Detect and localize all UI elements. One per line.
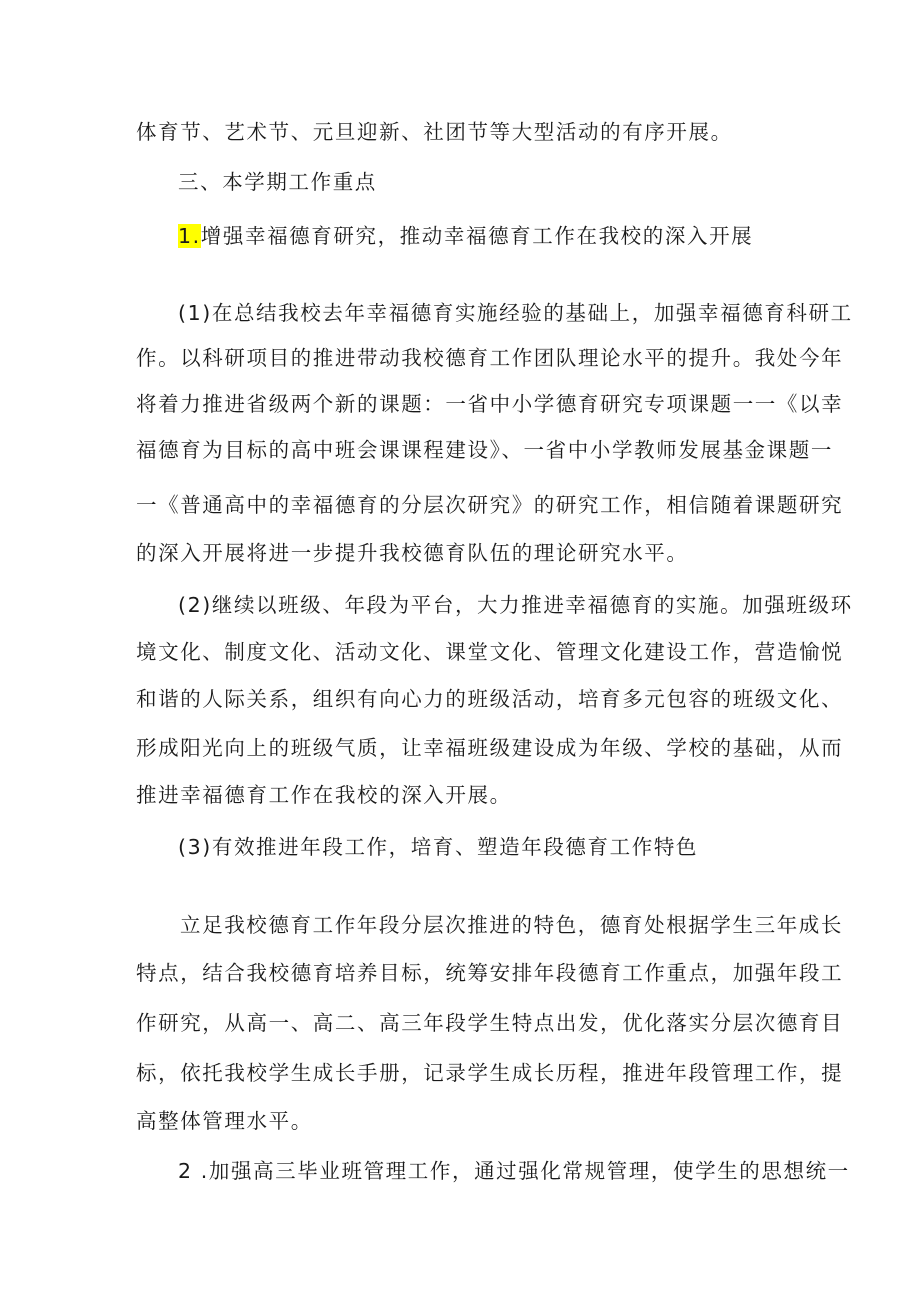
subsection-heading — [178, 221, 753, 251]
paragraph-line: 境文化、制度文化、活动文化、课堂文化、管理文化建设工作，营造愉悦 — [136, 640, 844, 664]
paragraph-line: 推进幸福德育工作在我校的深入开展。 — [136, 783, 512, 807]
paragraph-line: 标，依托我校学生成长手册，记录学生成长历程，推进年段管理工作，提 — [136, 1061, 844, 1085]
paragraph-line: (1)在总结我校去年幸福德育实施经验的基础上，加强幸福德育科研工 — [178, 301, 853, 325]
paragraph-line: 福德育为目标的高中班会课课程建设》、一省中小学教师发展基金课题一 — [136, 438, 833, 462]
paragraph-line: 形成阳光向上的班级气质，让幸福班级建设成为年级、学校的基础，从而 — [136, 736, 844, 760]
paragraph-line: 的深入开展将进一步提升我校德育队伍的理论研究水平。 — [136, 541, 689, 565]
paragraph-line: 将着力推进省级两个新的课题：一省中小学德育研究专项课题一一《以幸 — [136, 392, 844, 416]
paragraph-line: 作研究，从高一、高二、高三年段学生特点出发，优化落实分层次德育目 — [136, 1011, 844, 1035]
paragraph-line: 体育节、艺术节、元旦迎新、社团节等大型活动的有序开展。 — [136, 120, 733, 144]
paragraph-line: 和谐的人际关系，组织有向心力的班级活动，培育多元包容的班级文化、 — [136, 687, 844, 711]
paragraph-line: 作。以科研项目的推进带动我校德育工作团队理论水平的提升。我处今年 — [136, 346, 844, 370]
subsection-heading-text: 增强幸福德育研究，推动幸福德育工作在我校的深入开展 — [200, 224, 754, 248]
paragraph-line: (2)继续以班级、年段为平台，大力推进幸福德育的实施。加强班级环 — [178, 593, 853, 617]
paragraph-line: 2 .加强高三毕业班管理工作，通过强化常规管理，使学生的思想统一 — [178, 1159, 850, 1183]
section-heading: 三、本学期工作重点 — [178, 170, 377, 194]
subsection-line: (3)有效推进年段工作，培育、塑造年段德育工作特色 — [178, 835, 699, 859]
paragraph-line: 特点，结合我校德育培养目标，统筹安排年段德育工作重点，加强年段工 — [136, 961, 844, 985]
paragraph-line: 高整体管理水平。 — [136, 1109, 313, 1133]
paragraph-line: 立足我校德育工作年段分层次推进的特色，德育处根据学生三年成长 — [180, 913, 843, 937]
highlighted-number: 1. — [178, 224, 201, 248]
paragraph-line: 一《普通高中的幸福德育的分层次研究》的研究工作，相信随着课题研究 — [136, 493, 844, 517]
